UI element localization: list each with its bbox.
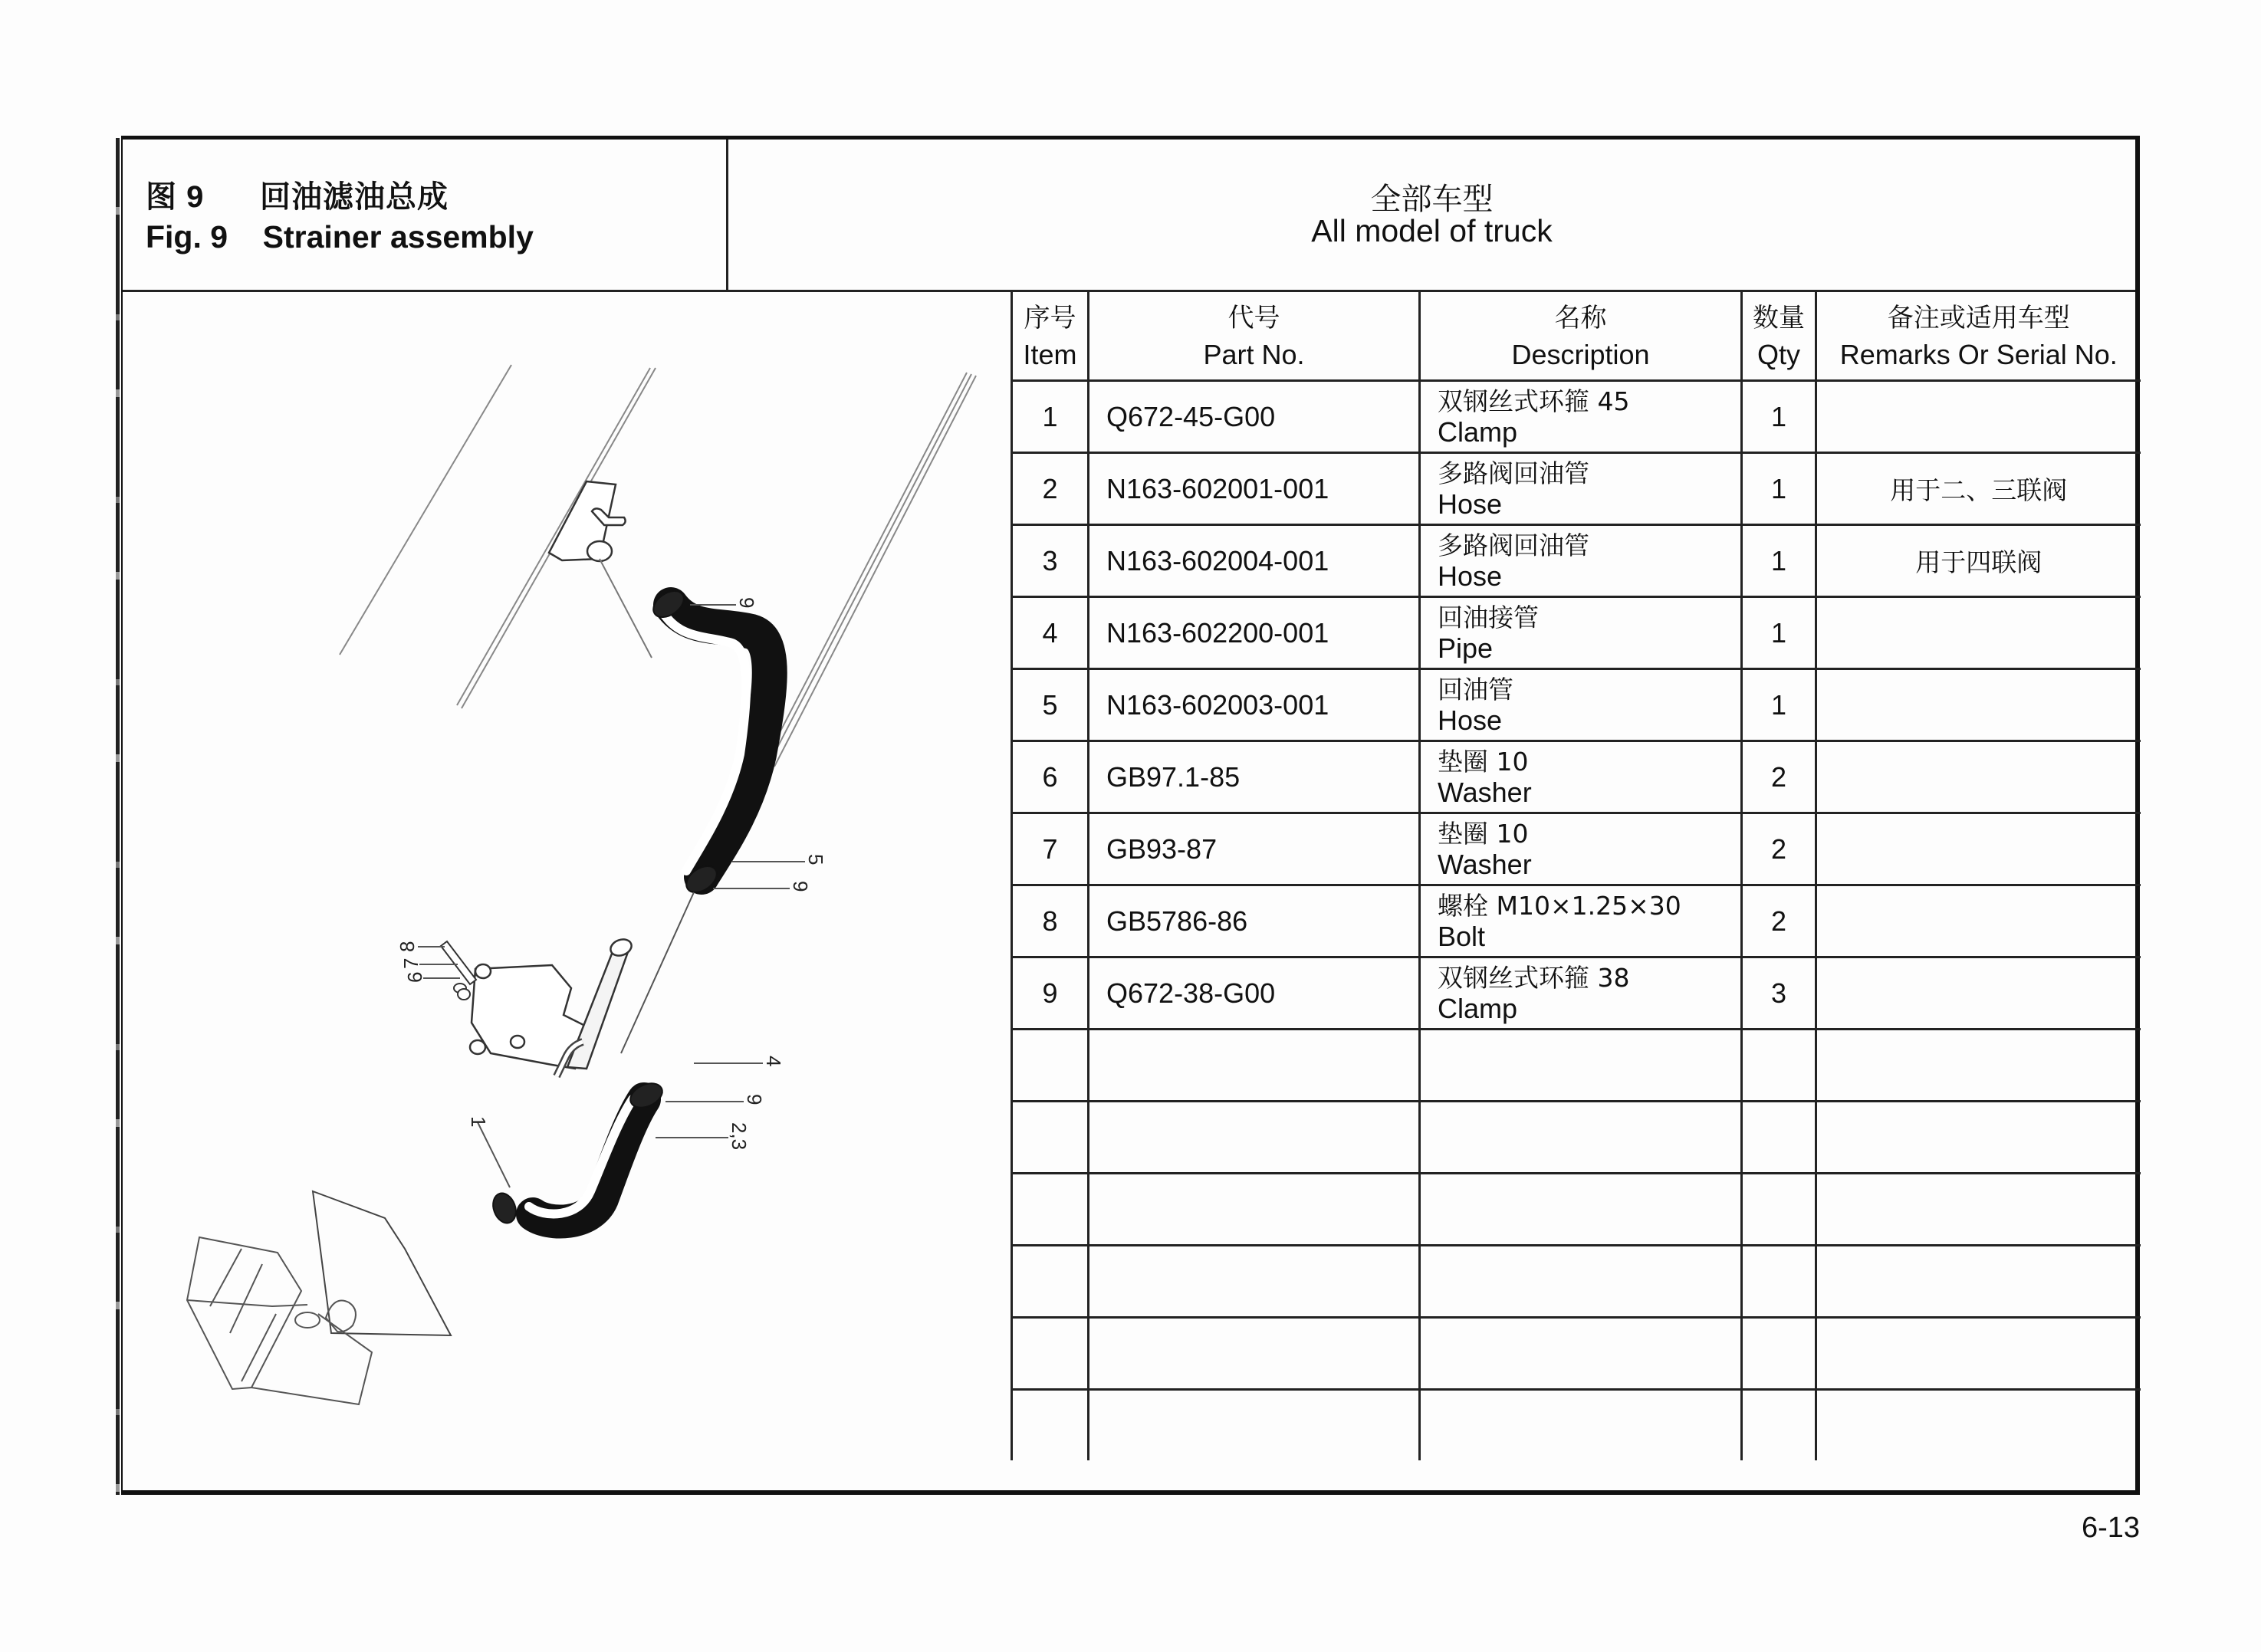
callout-9-lower: 9 (743, 1094, 766, 1105)
cell-part-no (1089, 1174, 1420, 1246)
exploded-view-drawing (123, 294, 1011, 1492)
cell-description (1420, 1102, 1742, 1174)
cell-qty (1742, 1246, 1816, 1318)
cell-item: 5 (1012, 669, 1089, 741)
cell-description (1420, 525, 1742, 597)
table-row (1012, 453, 2141, 525)
table-row (1012, 669, 2141, 741)
cell-part-no: N163-602200-001 (1089, 597, 1420, 669)
cell-item: 1 (1012, 381, 1089, 453)
callout-9-mid: 9 (789, 881, 812, 892)
cell-item: 6 (1012, 741, 1089, 813)
figure-title-en: Fig. 9 Strainer assembly (146, 219, 534, 255)
parts-table (1011, 292, 2141, 1460)
cell-item (1012, 1390, 1089, 1461)
cell-remarks (1816, 885, 2141, 957)
chassis-guide-lines (340, 365, 976, 767)
table-row (1012, 813, 2141, 885)
cell-description (1420, 597, 1742, 669)
frame-left-double-rule (116, 138, 120, 1495)
cell-description (1420, 381, 1742, 453)
cell-part-no (1089, 1390, 1420, 1461)
header-description: 名称 Description (1420, 292, 1742, 381)
cell-item: 7 (1012, 813, 1089, 885)
cell-item (1012, 1246, 1089, 1318)
cell-item: 9 (1012, 957, 1089, 1030)
description-cn: 螺栓 M10×1.25×30 (1438, 890, 1681, 921)
cell-item: 2 (1012, 453, 1089, 525)
figure-title-cell (123, 140, 728, 292)
cell-remarks (1816, 597, 2141, 669)
return-hose-upper (649, 586, 770, 898)
cell-part-no: GB97.1-85 (1089, 741, 1420, 813)
table-row (1012, 1246, 2141, 1318)
cell-item (1012, 1318, 1089, 1390)
cell-remarks (1816, 1030, 2141, 1102)
cell-description (1420, 669, 1742, 741)
description-cn: 垫圈 10 (1438, 818, 1529, 849)
cell-remarks (1816, 381, 2141, 453)
applicability-cn: 全部车型 (1370, 182, 1494, 217)
header-part-no: 代号 Part No. (1089, 292, 1420, 381)
callout-9-top: 9 (735, 597, 758, 609)
remarks-text: 用于二、三联阀 (1890, 475, 2068, 505)
cell-remarks (1816, 1390, 2141, 1461)
bolt-and-washers (441, 941, 476, 1000)
cell-description (1420, 885, 1742, 957)
cell-description (1420, 813, 1742, 885)
description-cn: 回油接管 (1438, 602, 1539, 632)
table-row (1012, 885, 2141, 957)
description-en: Washer (1438, 776, 1532, 808)
cell-part-no: Q672-45-G00 (1089, 381, 1420, 453)
cell-remarks (1816, 525, 2141, 597)
callout-8: 8 (396, 941, 419, 952)
cell-item (1012, 1030, 1089, 1102)
cell-part-no: GB93-87 (1089, 813, 1420, 885)
cell-remarks (1816, 453, 2141, 525)
cell-remarks (1816, 741, 2141, 813)
cell-item: 8 (1012, 885, 1089, 957)
strainer-tank (187, 1191, 451, 1404)
description-cn: 多路阀回油管 (1438, 530, 1589, 560)
cell-remarks (1816, 1246, 2141, 1318)
cell-remarks (1816, 1174, 2141, 1246)
description-cn: 双钢丝式环箍 38 (1438, 962, 1630, 993)
description-cn: 双钢丝式环箍 45 (1438, 386, 1630, 416)
cell-item (1012, 1174, 1089, 1246)
table-row (1012, 1030, 2141, 1102)
table-row (1012, 1174, 2141, 1246)
header-item: 序号 Item (1012, 292, 1089, 381)
cell-qty (1742, 1174, 1816, 1246)
cell-remarks (1816, 1102, 2141, 1174)
valve-plate (549, 481, 652, 658)
table-row (1012, 597, 2141, 669)
cell-qty: 2 (1742, 741, 1816, 813)
cell-qty: 3 (1742, 957, 1816, 1030)
description-cn: 回油管 (1438, 674, 1513, 704)
cell-qty (1742, 1102, 1816, 1174)
description-en: Hose (1438, 488, 1503, 520)
description-en: Clamp (1438, 415, 1518, 448)
cell-qty (1742, 1390, 1816, 1461)
callout-4: 4 (762, 1056, 785, 1067)
cell-part-no (1089, 1102, 1420, 1174)
callout-1: 1 (467, 1116, 490, 1128)
table-row (1012, 381, 2141, 453)
table-row (1012, 1318, 2141, 1390)
cell-qty: 1 (1742, 669, 1816, 741)
cell-qty: 2 (1742, 813, 1816, 885)
description-cn: 垫圈 10 (1438, 746, 1529, 777)
cell-qty: 1 (1742, 597, 1816, 669)
cell-item: 4 (1012, 597, 1089, 669)
cell-qty: 1 (1742, 381, 1816, 453)
applicability-en: All model of truck (1311, 213, 1553, 248)
description-en: Hose (1438, 560, 1503, 592)
header-remarks: 备注或适用车型 Remarks Or Serial No. (1816, 292, 2141, 381)
cell-part-no (1089, 1318, 1420, 1390)
figure-title-cn: 图 9 回油滤油总成 (146, 180, 449, 214)
cell-description (1420, 957, 1742, 1030)
callout-6: 6 (403, 971, 426, 983)
return-pipe-bracket (470, 937, 634, 1076)
remarks-text: 用于四联阀 (1915, 547, 2042, 577)
cell-qty (1742, 1318, 1816, 1390)
table-row (1012, 957, 2141, 1030)
cell-qty (1742, 1030, 1816, 1102)
table-row (1012, 741, 2141, 813)
cell-remarks (1816, 1318, 2141, 1390)
return-hose-lower (489, 1079, 666, 1227)
cell-item: 3 (1012, 525, 1089, 597)
description-en: Pipe (1438, 632, 1494, 664)
cell-part-no (1089, 1246, 1420, 1318)
cell-part-no (1089, 1030, 1420, 1102)
description-en: Hose (1438, 704, 1503, 736)
table-header-row (1012, 292, 2141, 381)
cell-description (1420, 1030, 1742, 1102)
table-row (1012, 525, 2141, 597)
cell-description (1420, 1174, 1742, 1246)
callout-2-3: 2,3 (728, 1122, 751, 1151)
applicability-cell (728, 140, 2135, 292)
cell-description (1420, 1246, 1742, 1318)
cell-part-no: Q672-38-G00 (1089, 957, 1420, 1030)
page-number: 6-13 (2082, 1512, 2141, 1544)
cell-remarks (1816, 669, 2141, 741)
description-en: Clamp (1438, 992, 1518, 1024)
table-row (1012, 1102, 2141, 1174)
header-qty: 数量 Qty (1742, 292, 1816, 381)
cell-remarks (1816, 957, 2141, 1030)
cell-remarks (1816, 813, 2141, 885)
cell-part-no: N163-602001-001 (1089, 453, 1420, 525)
cell-description (1420, 1390, 1742, 1461)
cell-qty: 1 (1742, 525, 1816, 597)
cell-part-no: GB5786-86 (1089, 885, 1420, 957)
table-row (1012, 1390, 2141, 1461)
cell-item (1012, 1102, 1089, 1174)
cell-qty: 2 (1742, 885, 1816, 957)
cell-description (1420, 453, 1742, 525)
cell-part-no: N163-602004-001 (1089, 525, 1420, 597)
cell-part-no: N163-602003-001 (1089, 669, 1420, 741)
cell-description (1420, 1318, 1742, 1390)
description-cn: 多路阀回油管 (1438, 458, 1589, 488)
callout-5: 5 (804, 854, 827, 865)
cell-qty: 1 (1742, 453, 1816, 525)
description-en: Washer (1438, 848, 1532, 880)
description-en: Bolt (1438, 920, 1486, 952)
callout-7: 7 (399, 957, 422, 969)
cell-description (1420, 741, 1742, 813)
